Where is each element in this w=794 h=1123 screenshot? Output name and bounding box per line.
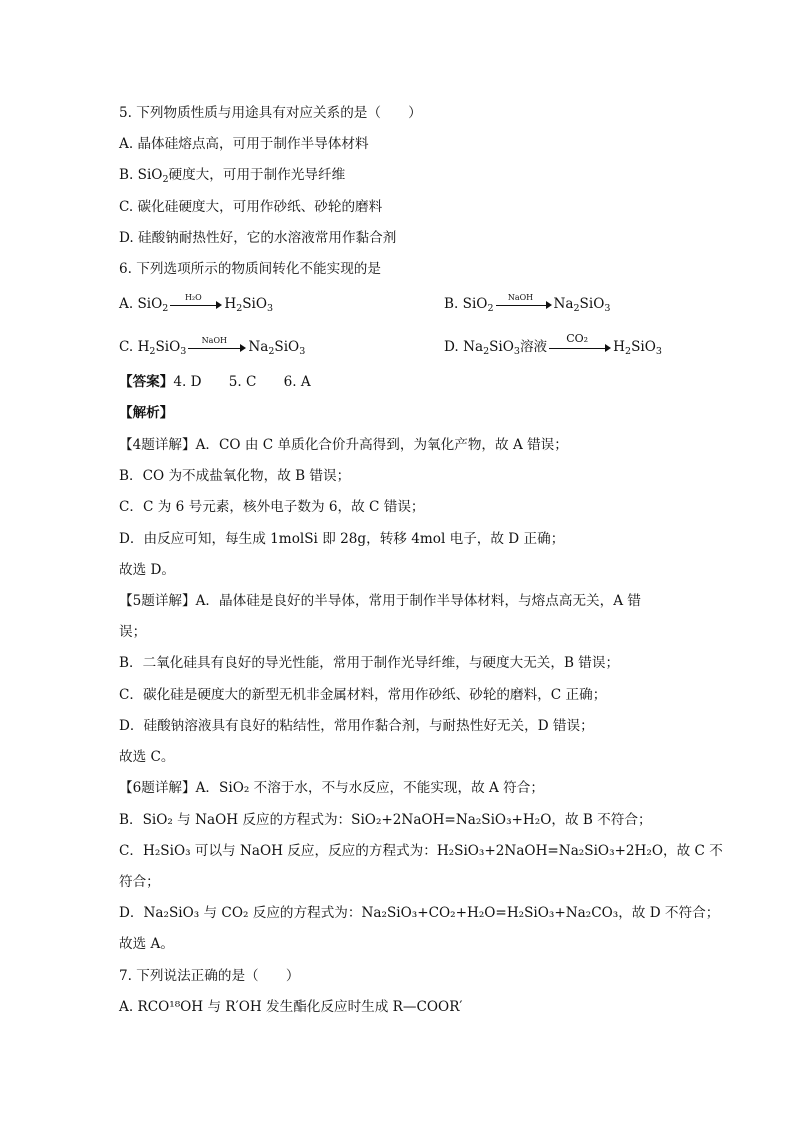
- q6-option-b: B. SiO$_2$ NaOH $Na_2SiO_3$: [444, 292, 611, 314]
- q5-b-sub: 2: [162, 174, 169, 185]
- q5-analysis-line: 【5题详解】A．晶体硅是良好的半导体，常用于制作半导体材料，与熔点高无关，A 错: [119, 593, 641, 609]
- q5-analysis-line: C．碳化硅是硬度大的新型无机非金属材料，常用作砂纸、砂轮的磨料，C 正确；: [119, 687, 607, 703]
- reaction-arrow: [170, 292, 222, 315]
- q6-analysis-line: B．SiO₂ 与 NaOH 反应的方程式为：SiO₂+2NaOH=Na₂SiO₃+H₂O，故 B 不符合；: [119, 812, 652, 828]
- answer-label: 【答案】: [119, 374, 174, 390]
- q5-option-b: [119, 165, 345, 190]
- reaction-arrow: [496, 292, 552, 315]
- q6-option-c: C. $H_2SiO_3$ NaOH $Na_2SiO_3$: [119, 335, 306, 357]
- answer-line: [119, 372, 311, 392]
- reaction-arrow: [188, 335, 246, 358]
- arrow-condition: H₂O: [184, 292, 202, 302]
- q6-b-label: B.: [444, 296, 463, 312]
- q5-option-d: D. 硅酸钠耐热性好，它的水溶液常用作黏合剂: [119, 230, 397, 246]
- q6-d-solution: 溶液: [519, 339, 548, 355]
- q5-analysis-line: 故选 C。: [119, 749, 175, 765]
- analysis-label: 【解析】: [119, 405, 174, 421]
- q4-analysis-line: 【4题详解】A．CO 由 C 单质化合价升高得到，为氧化产物，故 A 错误；: [119, 437, 568, 453]
- q6-c-label: C.: [119, 339, 138, 355]
- q6-analysis-line: 故选 A。: [119, 936, 174, 952]
- q4-analysis-line: C．C 为 6 号元素，核外电子数为 6，故 C 错误；: [119, 499, 425, 515]
- q6-analysis-line: 符合；: [119, 874, 160, 890]
- q5-option-a: A. 晶体硅熔点高，可用于制作半导体材料: [119, 136, 369, 152]
- arrow-condition: CO₂: [566, 331, 589, 345]
- reaction-arrow: [549, 331, 611, 358]
- q6-option-d: D. $Na_2SiO_3$溶液 CO₂ $H_2SiO_3$: [444, 331, 662, 357]
- q5-stem: 5. 下列物质性质与用途具有对应关系的是（ ）: [119, 105, 422, 121]
- q6-analysis-line: 【6题详解】A．SiO₂ 不溶于水，不与水反应，不能实现，故 A 符合；: [119, 780, 544, 796]
- q4-analysis-line: B．CO 为不成盐氧化物，故 B 错误；: [119, 468, 351, 484]
- q5-analysis-line: D．硅酸钠溶液具有良好的粘结性，常用作黏合剂，与耐热性好无关，D 错误；: [119, 718, 594, 734]
- q5-analysis-line: 误；: [119, 624, 147, 640]
- q5-analysis-line: B．二氧化硅具有良好的导光性能，常用于制作光导纤维，与硬度大无关，B 错误；: [119, 655, 620, 671]
- q7-option-a: A. RCO¹⁸OH 与 R′OH 发生酯化反应时生成 R—COOR′: [119, 999, 463, 1015]
- q6-d-label: D.: [444, 339, 464, 355]
- q4-analysis-line: D．由反应可知，每生成 1molSi 即 28g，转移 4mol 电子，故 D 正确；: [119, 531, 565, 547]
- answer-values: 4. D 5. C 6. A: [173, 374, 311, 390]
- q6-a-label: A.: [119, 296, 138, 312]
- q6-analysis-line: D．Na₂SiO₃ 与 CO₂ 反应的方程式为：Na₂SiO₃+CO₂+H₂O=H₂SiO₃+Na₂CO₃，故 D 不符合；: [119, 905, 720, 921]
- q6-stem: 6. 下列选项所示的物质间转化不能实现的是: [119, 261, 381, 277]
- q4-analysis-line: 故选 D。: [119, 562, 176, 578]
- q5-b-pre: B. SiO: [119, 167, 163, 183]
- arrow-condition: NaOH: [201, 335, 227, 345]
- q7-stem: 7. 下列说法正确的是（ ）: [119, 968, 300, 984]
- arrow-condition: NaOH: [507, 292, 534, 302]
- q5-option-c: C. 碳化硅硬度大，可用作砂纸、砂轮的磨料: [119, 199, 383, 215]
- q6-analysis-line: C．H₂SiO₃ 可以与 NaOH 反应，反应的方程式为：H₂SiO₃+2NaOH=Na₂SiO₃+2H₂O，故 C 不: [119, 843, 723, 859]
- q6-option-a: A. SiO$_2$ H₂O $H_2SiO_3$: [119, 292, 274, 314]
- q5-b-post: 硬度大，可用于制作光导纤维: [168, 167, 346, 183]
